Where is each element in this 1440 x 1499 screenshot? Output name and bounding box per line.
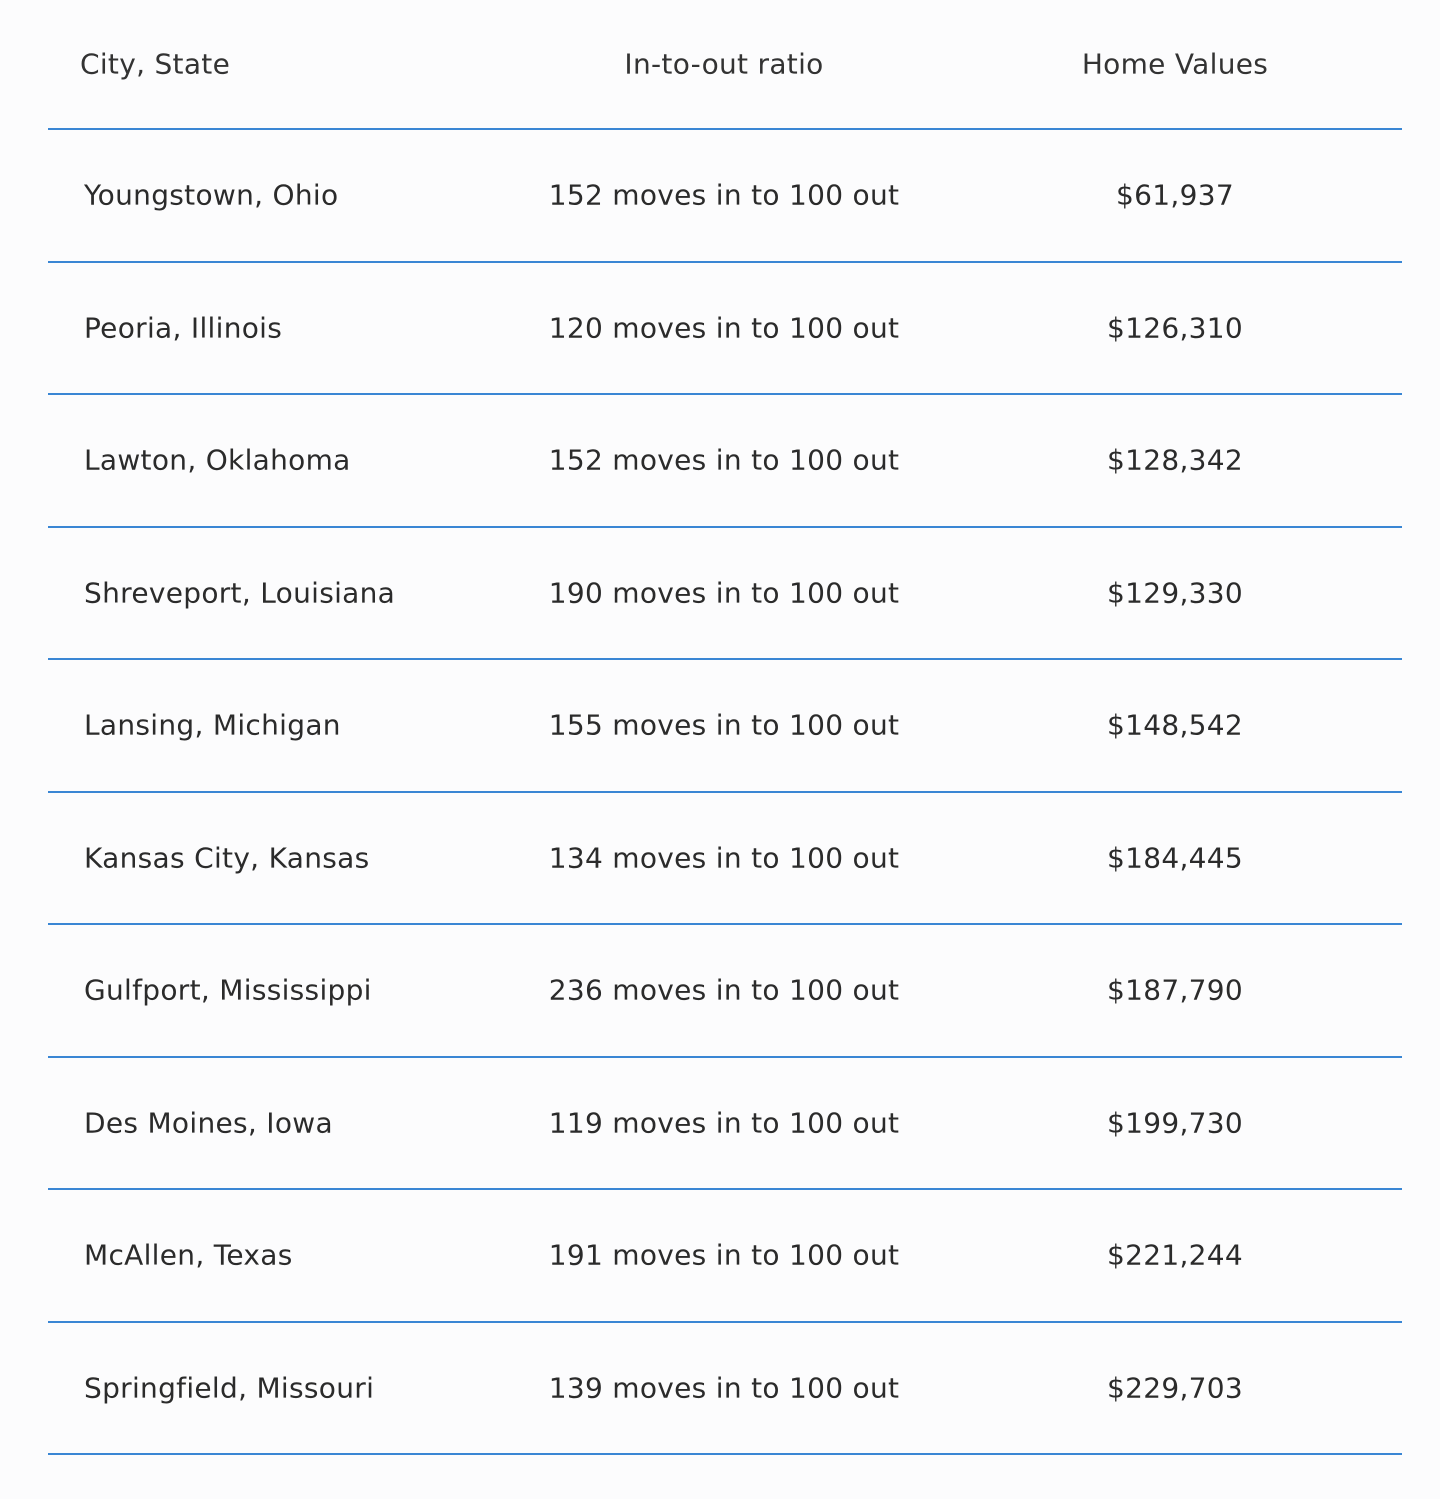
- ratio-cell: 152 moves in to 100 out: [548, 443, 900, 477]
- city-cell: Lawton, Oklahoma: [84, 443, 351, 477]
- table-row: [48, 1323, 1402, 1456]
- city-cell: Peoria, Illinois: [84, 311, 283, 345]
- city-cell: Gulfport, Mississippi: [84, 973, 372, 1007]
- home-value-cell: $129,330: [1106, 576, 1244, 610]
- home-value-cell: $128,342: [1106, 443, 1244, 477]
- header-in-to-out-ratio: In-to-out ratio: [624, 47, 824, 81]
- ratio-cell: 190 moves in to 100 out: [548, 576, 900, 610]
- home-value-cell: $187,790: [1106, 973, 1244, 1007]
- home-value-cell: $199,730: [1106, 1106, 1244, 1140]
- home-value-cell: $148,542: [1106, 708, 1244, 742]
- city-cell: McAllen, Texas: [84, 1238, 293, 1272]
- header-home-values: Home Values: [1081, 47, 1269, 81]
- ratio-cell: 152 moves in to 100 out: [548, 178, 900, 212]
- home-value-cell: $184,445: [1106, 841, 1244, 875]
- city-cell: Lansing, Michigan: [84, 708, 341, 742]
- home-value-cell: $61,937: [1116, 178, 1234, 212]
- city-cell: Springfield, Missouri: [84, 1371, 375, 1405]
- city-cell: Youngstown, Ohio: [84, 178, 339, 212]
- ratio-cell: 191 moves in to 100 out: [548, 1238, 900, 1272]
- ratio-cell: 155 moves in to 100 out: [548, 708, 900, 742]
- table-row: [48, 1190, 1402, 1323]
- table-row: [48, 1058, 1402, 1191]
- table-row: [48, 263, 1402, 396]
- table-row: [48, 925, 1402, 1058]
- city-cell: Shreveport, Louisiana: [84, 576, 396, 610]
- city-cell: Kansas City, Kansas: [84, 841, 370, 875]
- city-cell: Des Moines, Iowa: [84, 1106, 333, 1140]
- city-home-values-table: [48, 0, 1402, 1455]
- table-row: [48, 130, 1402, 263]
- ratio-cell: 120 moves in to 100 out: [548, 311, 900, 345]
- header-city-state: City, State: [80, 47, 231, 81]
- ratio-cell: 236 moves in to 100 out: [548, 973, 900, 1007]
- home-value-cell: $229,703: [1106, 1371, 1244, 1405]
- ratio-cell: 139 moves in to 100 out: [548, 1371, 900, 1405]
- table-row: [48, 793, 1402, 926]
- home-value-cell: $221,244: [1106, 1238, 1244, 1272]
- ratio-cell: 134 moves in to 100 out: [548, 841, 900, 875]
- table-header-row: [48, 0, 1402, 130]
- table-row: [48, 395, 1402, 528]
- table-row: [48, 660, 1402, 793]
- ratio-cell: 119 moves in to 100 out: [548, 1106, 900, 1140]
- table-row: [48, 528, 1402, 661]
- home-value-cell: $126,310: [1106, 311, 1244, 345]
